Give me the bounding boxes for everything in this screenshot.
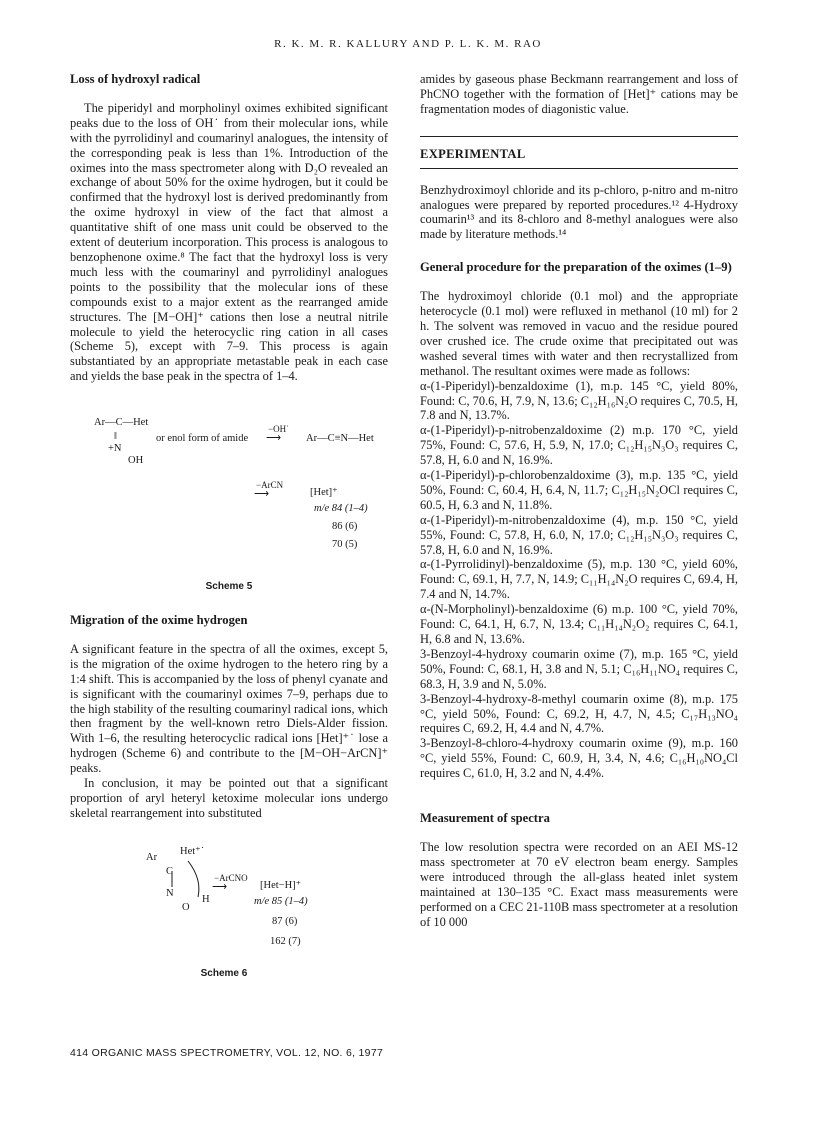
- paragraph-loss-of-hydroxyl: The piperidyl and morpholinyl oximes exhibited significant peaks due to the loss of OH˙ from their molecular ions, while with the pyrrolidinyl and coumarinyl analogues, the intensity of the corresponding peak is less than 1%. Introduction of the oximes into the mass spectrometer along with D₂O revealed an exchange of about 50% for the oxime hydrogen, but it could be confirmed that the hydroxyl lost is derived predominantly from the oxime hydroxyl in view of the fact that almost a quantitative shift of one mass unit could be observed to the extent of deuterium incorporation. This process is analogous to benzophenone oxime.⁸ The fact that the hydroxyl loss is very much less with the coumarinyl and pyrrolidinyl analogues points to the possibility that the molecular ions of these compounds exist to a major extent as the rearranged amide structures. The [M−OH]⁺ cations then lose a neutral nitrile molecule to yield the heterocyclic ring cation in all cases (Scheme 5), except with 7–9. This process is again substantiated by an appropriate metastable peak in each case and yields the base peak in the spectra of 1–4.: [70, 100, 388, 384]
- experimental-rule: [420, 136, 738, 169]
- section-heading-experimental: EXPERIMENTAL: [420, 146, 526, 161]
- list-item-compound-6: α-(N-Morpholinyl)-benzaldoxime (6) m.p. 100 °C, yield 70%, Found: C, 64.1, H, 6.7, N, 13.4; C₁₁H₁₄N₂O₂ requires C, 64.1, H, 6.8 and N, 13.6%.: [420, 602, 738, 646]
- scheme6-me-162: 162 (7): [270, 935, 301, 947]
- list-item-compound-2: α-(1-Piperidyl)-p-nitrobenzaldoxime (2) m.p. 170 °C, yield 75%, Found: C, 57.6, H, 5.9, N, 17.0; C₁₂H₁₅N₃O₃ requires C, 57.8, H, 6.0 and N, 16.9%.: [420, 423, 738, 468]
- scheme-6: [70, 843, 388, 971]
- scheme5-double-bond: ‖: [114, 431, 117, 443]
- scheme5-me-84: m/e 84 (1–4): [314, 503, 368, 515]
- paragraph-general-procedure: The hydroximoyl chloride (0.1 mol) and the appropriate heterocycle (0.1 mol) were refluxed in methanol (10 ml) for 2 h. The solvent was removed in vacuo and the residue poured over crushed ice. The crude oxime that precipitated out was washed several times with water and then recrystallized from methanol. The resultant oximes were made as follows:: [420, 289, 738, 378]
- scheme6-h: H: [202, 893, 210, 905]
- scheme-5-caption: Scheme 5: [205, 581, 253, 593]
- scheme5-oh: OH: [128, 455, 144, 467]
- list-item-compound-5: α-(1-Pyrrolidinyl)-benzaldoxime (5), m.p. 130 °C, yield 60%, Found: C, 69.1, H, 7.7, N, 14.9; C₁₁H₁₄N₂O requires C, 69.4, H, 7.4 and N, 14.7%.: [420, 557, 738, 602]
- scheme5-me-86: 86 (6): [332, 521, 358, 533]
- scheme6-product: [Het−H]⁺: [260, 879, 302, 891]
- scheme6-minus-arcno: −ArCNO: [214, 872, 248, 883]
- paragraph-migration: A significant feature in the spectra of all the oximes, except 5, is the migration of the oxime hydrogen to the hetero ring by a 1:4 shift. This is accompanied by the loss of phenyl cyanate and is significant with the coumarinyl oximes 7–9, perhaps due to the high stability of the resulting coumarinyl radical ions, which then fragment by the well-known retro Diels-Alder fission. With 1–6, the resulting heterocyclic radical ions [Het]⁺˙ lose a hydrogen (Scheme 6) and contribute to the [M−OH−ArCN]⁺ peaks.: [70, 641, 388, 776]
- scheme-5: [70, 412, 388, 582]
- list-item-compound-8: 3-Benzoyl-4-hydroxy-8-methyl coumarin oxime (8), m.p. 175 °C, yield 50%, Found: C, 69.2, H, 4.7, N, 4.5; C₁₇H₁₃NO₄ requires C, 69.2, H, 4.4 and N, 4.7%.: [420, 691, 738, 736]
- compound-list: [420, 379, 738, 781]
- left-column: [70, 72, 388, 982]
- scheme5-minus-arcn: −ArCN: [256, 480, 284, 491]
- list-item-compound-7: 3-Benzoyl-4-hydroxy coumarin oxime (7), m.p. 165 °C, yield 50%, Found: C, 68.1, H, 3.8 and N, 5.1; C₁₆H₁₁NO₄ requires C, 68.3, H, 3.9 and N, 5.0%.: [420, 646, 738, 691]
- list-item-compound-1: α-(1-Piperidyl)-benzaldoxime (1), m.p. 145 °C, yield 80%, Found: C, 70.6, H, 7.9, N, 13.6; C₁₂H₁₆N₂O requires C, 70.5, H, 7.8 and N, 13.7%.: [420, 378, 738, 423]
- scheme6-het: Het⁺˙: [180, 845, 205, 857]
- experimental-underline: [420, 168, 738, 169]
- scheme-6-caption: Scheme 6: [200, 967, 248, 979]
- scheme5-arrow-1: ⟶: [266, 433, 282, 445]
- paragraph-experimental: Benzhydroximoyl chloride and its p-chloro, p-nitro and m-nitro analogues were prepared by reported procedures.¹² 4-Hydroxy coumarin¹³ and its 8-chloro and 8-methyl analogues were also made by literature methods.¹⁴: [420, 182, 738, 242]
- scheme6-ring-bonds: [166, 857, 206, 907]
- running-head: R. K. M. R. KALLURY AND P. L. K. M. RAO: [274, 38, 542, 50]
- scheme5-minus-oh: −OH˙: [268, 424, 290, 435]
- scheme6-c: C: [166, 865, 174, 877]
- scheme5-product: Ar—C≡N—Het: [306, 433, 374, 445]
- section-heading-general-procedure: General procedure for the preparation of the oximes (1–9): [420, 260, 732, 275]
- section-heading-loss-of-hydroxyl: Loss of hydroxyl radical: [70, 72, 201, 86]
- scheme5-ar-c-het: Ar—C—Het: [94, 417, 149, 429]
- right-column: [420, 72, 738, 929]
- scheme5-me-70: 70 (5): [332, 539, 358, 551]
- scheme5-arrow-2: ⟶: [254, 489, 270, 501]
- scheme6-me-87: 87 (6): [272, 915, 298, 927]
- scheme5-or-enol: or enol form of amide: [156, 433, 249, 445]
- scheme6-me-85: m/e 85 (1–4): [254, 895, 308, 907]
- paragraph-measurement: The low resolution spectra were recorded on an AEI MS-12 mass spectrometer at 70 eV electron beam energy. Samples were introduced through the all-glass heated inlet system maintained at 130–135 °C. Exact mass measurements were performed on a CEC 21-110B mass spectrometer at a resolution of 10 000: [420, 839, 738, 929]
- list-item-compound-4: α-(1-Piperidyl)-m-nitrobenzaldoxime (4), m.p. 150 °C, yield 55%, Found: C, 57.8, H, 6.0, N, 17.0; C₁₂H₁₅N₃O₃ requires C, 57.8, H, 6.0 and N, 16.9%.: [420, 512, 738, 557]
- scheme6-ar: Ar: [146, 851, 158, 863]
- list-item-compound-3: α-(1-Piperidyl)-p-chlorobenzaldoxime (3), m.p. 135 °C, yield 50%, Found: C, 60.4, H, 6.4, N, 11.7; C₁₂H₁₅N₂OCl requires C, 60.5, H, 6.3 and N, 11.8%.: [420, 468, 738, 512]
- section-heading-measurement: Measurement of spectra: [420, 811, 550, 826]
- list-item-compound-9: 3-Benzoyl-8-chloro-4-hydroxy coumarin oxime (9), m.p. 160 °C, yield 55%, Found: C, 60.9, H, 3.4, N, 4.6; C₁₆H₁₀NO₄Cl requires C, 61.0, H, 3.2 and N, 4.4%.: [420, 736, 738, 781]
- scheme6-arrow: ⟶: [212, 881, 228, 893]
- scheme6-o: O: [182, 901, 190, 913]
- scheme5-het-plus: [Het]⁺: [310, 487, 338, 499]
- section-heading-migration: Migration of the oxime hydrogen: [70, 613, 248, 628]
- paragraph-intro-right: amides by gaseous phase Beckmann rearrangement and loss of PhCNO together with the formation of [Het]⁺ cations may be fragmentation modes of diagonistic value.: [420, 72, 738, 116]
- page-footer: 414 ORGANIC MASS SPECTROMETRY, VOL. 12, NO. 6, 1977: [70, 1047, 384, 1059]
- paragraph-conclusion: In conclusion, it may be pointed out that a significant proportion of aryl heteryl ketoxime molecular ions undergo skeletal rearrangement into substituted: [70, 776, 388, 820]
- scheme5-n-plus: +N: [108, 443, 122, 455]
- scheme6-n: N: [166, 887, 174, 899]
